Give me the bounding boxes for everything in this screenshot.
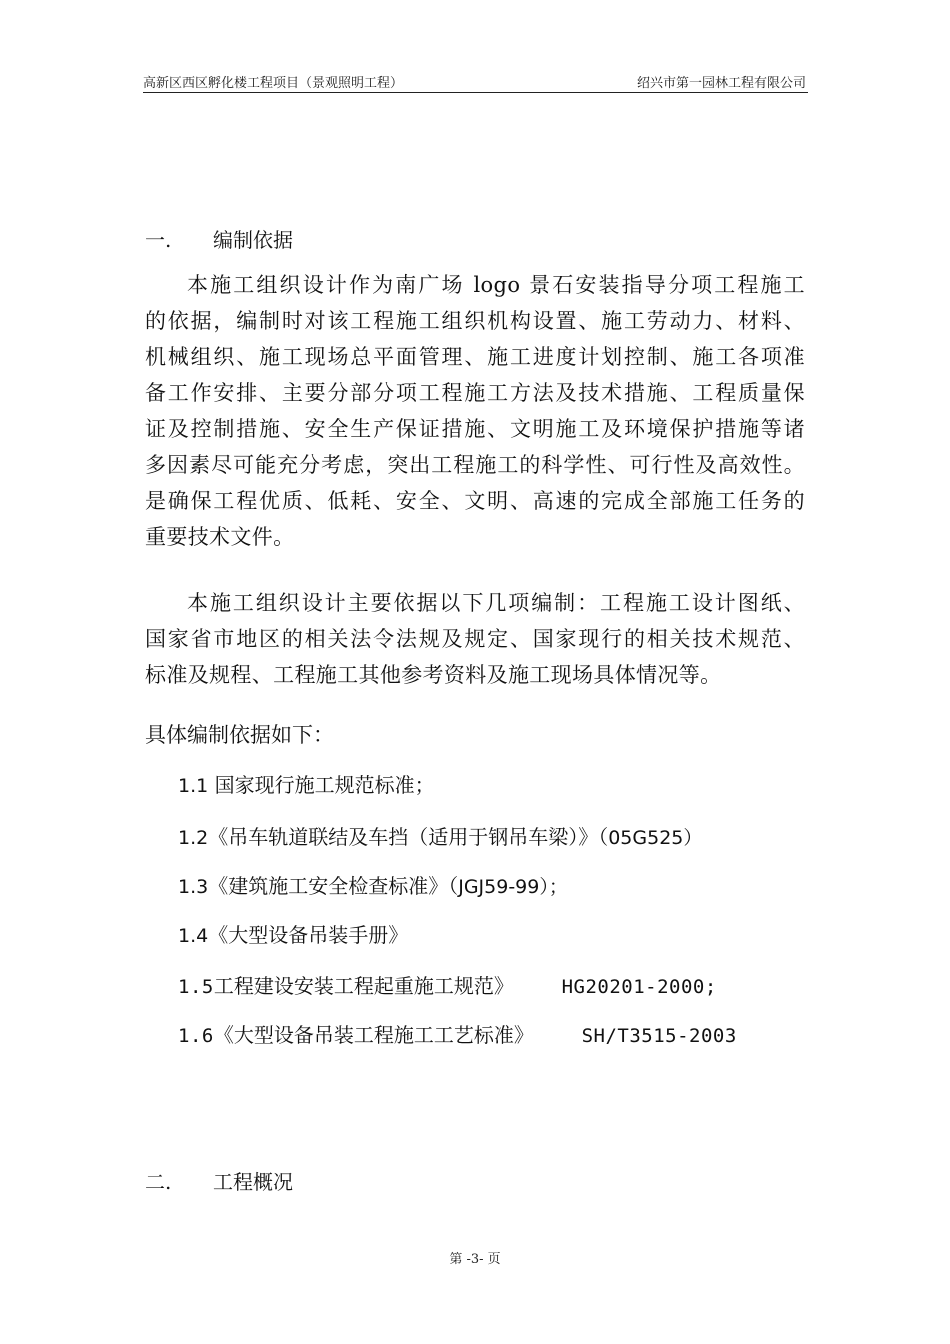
paragraph-line: 多因素尽可能充分考虑，突出工程施工的科学性、可行性及高效性。 xyxy=(145,453,805,477)
basis-item: 1.5工程建设安装工程起重施工规范》 HG20201-2000; xyxy=(178,974,717,998)
basis-item: 1.4《大型设备吊装手册》 xyxy=(178,923,409,947)
section2-number: 二. xyxy=(145,1170,172,1194)
paragraph-line: 国家省市地区的相关法令法规及规定、国家现行的相关技术规范、 xyxy=(145,627,805,651)
header-project-name: 高新区西区孵化楼工程项目（景观照明工程） xyxy=(143,76,404,91)
section1-paragraph-2 xyxy=(145,585,805,693)
header-company-name: 绍兴市第一园林工程有限公司 xyxy=(636,76,806,91)
basis-item: 1.6《大型设备吊装工程施工工艺标准》 SH/T3515-2003 xyxy=(178,1023,737,1047)
paragraph-line: 的依据，编制时对该工程施工组织机构设置、施工劳动力、材料、 xyxy=(145,309,805,333)
section2-heading xyxy=(145,1166,293,1195)
paragraph-line: 重要技术文件。 xyxy=(145,525,295,549)
section1-heading xyxy=(145,224,293,253)
paragraph-line: 备工作安排、主要分部分项工程施工方法及技术措施、工程质量保 xyxy=(145,381,805,405)
basis-item: 1.1 国家现行施工规范标准； xyxy=(178,773,435,797)
section1-paragraph-1 xyxy=(145,267,805,555)
page-number: 第 -3- 页 xyxy=(449,1252,501,1267)
section1-title: 编制依据 xyxy=(213,228,293,252)
basis-item: 1.2《吊车轨道联结及车挡（适用于钢吊车梁）》（05G525） xyxy=(178,825,703,849)
section2-title: 工程概况 xyxy=(213,1170,293,1194)
basis-intro: 具体编制依据如下： xyxy=(145,723,334,747)
paragraph-line: 证及控制措施、安全生产保证措施、文明施工及环境保护措施等诸 xyxy=(145,417,805,441)
paragraph-line: 标准及规程、工程施工其他参考资料及施工现场具体情况等。 xyxy=(145,663,722,687)
page-header xyxy=(143,70,808,93)
section1-number: 一. xyxy=(145,228,172,252)
paragraph-line: 本施工组织设计作为南广场 logo 景石安装指导分项工程施工 xyxy=(187,273,805,297)
basis-item: 1.3《建筑施工安全检查标准》（JGJ59-99）； xyxy=(178,874,568,898)
paragraph-line: 本施工组织设计主要依据以下几项编制：工程施工设计图纸、 xyxy=(187,591,805,615)
paragraph-line: 机械组织、施工现场总平面管理、施工进度计划控制、施工各项准 xyxy=(145,345,805,369)
paragraph-line: 是确保工程优质、低耗、安全、文明、高速的完成全部施工任务的 xyxy=(145,489,805,513)
